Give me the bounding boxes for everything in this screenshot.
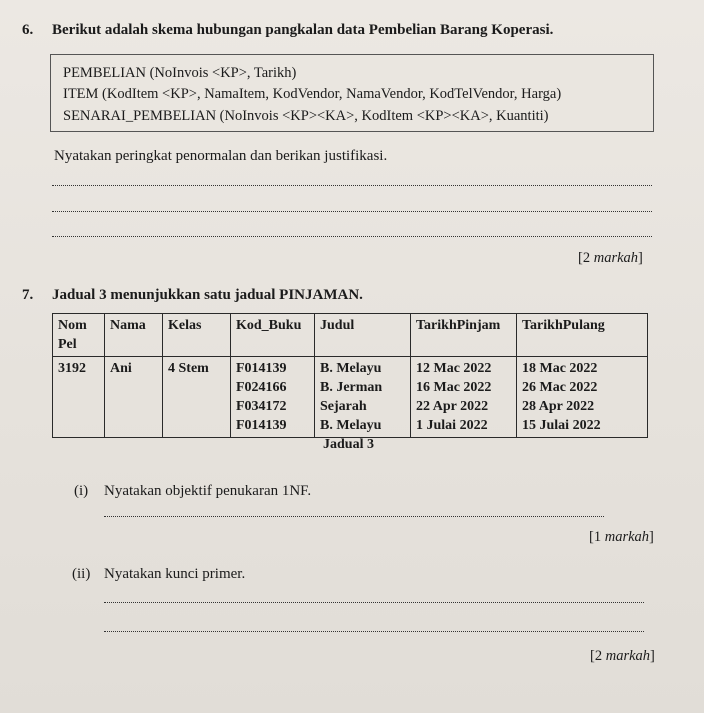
schema-item: ITEM (KodItem <KP>, NamaItem, KodVendor, NamaVendor, KodTelVendor, Harga) (63, 86, 562, 102)
question-6-number: 6. (22, 22, 34, 38)
part-ii-text: Nyatakan kunci primer. (104, 566, 246, 582)
answer-line (104, 516, 604, 517)
part-ii-marks: [2 markah] (590, 648, 655, 664)
part-ii-label: (ii) (72, 566, 91, 582)
question-7-prompt: Jadual 3 menunjukkan satu jadual PINJAMAN. (52, 287, 363, 303)
header-nama: Nama (105, 314, 163, 357)
relational-schema-box (50, 54, 654, 132)
header-nom-pel: Nom Pel (53, 314, 105, 357)
header-kelas: Kelas (163, 314, 231, 357)
answer-line (52, 236, 652, 237)
table-header-row (53, 314, 648, 357)
answer-line (52, 185, 652, 186)
part-i-marks: [1 markah] (589, 529, 654, 545)
part-i-label: (i) (74, 483, 89, 499)
part-i-text: Nyatakan objektif penukaran 1NF. (104, 483, 312, 499)
question-6-task: Nyatakan peringkat penormalan dan berikan justifikasi. (54, 148, 388, 164)
question-6-prompt: Berikut adalah skema hubungan pangkalan data Pembelian Barang Koperasi. (52, 22, 554, 38)
answer-line (104, 602, 644, 603)
header-kod-buku: Kod_Buku (231, 314, 315, 357)
answer-line (52, 211, 652, 212)
question-7-number: 7. (22, 287, 34, 303)
table-caption: Jadual 3 (323, 437, 374, 452)
pinjaman-table (52, 313, 648, 438)
question-6-marks: [2 markah] (578, 250, 643, 266)
schema-pembelian: PEMBELIAN (NoInvois <KP>, Tarikh) (63, 65, 297, 81)
answer-line (104, 631, 644, 632)
cell-kelas: 4 Stem (163, 357, 231, 438)
cell-tarikh-pulang: 18 Mac 2022 26 Mac 2022 28 Apr 2022 15 Julai 2022 (517, 357, 648, 438)
cell-nama: Ani (105, 357, 163, 438)
cell-kod-buku: F014139 F024166 F034172 F014139 (231, 357, 315, 438)
schema-senarai-pembelian: SENARAI_PEMBELIAN (NoInvois <KP><KA>, KodItem <KP><KA>, Kuantiti) (63, 108, 549, 124)
table-row (53, 357, 648, 438)
header-judul: Judul (315, 314, 411, 357)
header-tarikh-pinjam: TarikhPinjam (411, 314, 517, 357)
header-tarikh-pulang: TarikhPulang (517, 314, 648, 357)
cell-tarikh-pinjam: 12 Mac 2022 16 Mac 2022 22 Apr 2022 1 Julai 2022 (411, 357, 517, 438)
cell-judul: B. Melayu B. Jerman Sejarah B. Melayu (315, 357, 411, 438)
cell-nom-pel: 3192 (53, 357, 105, 438)
